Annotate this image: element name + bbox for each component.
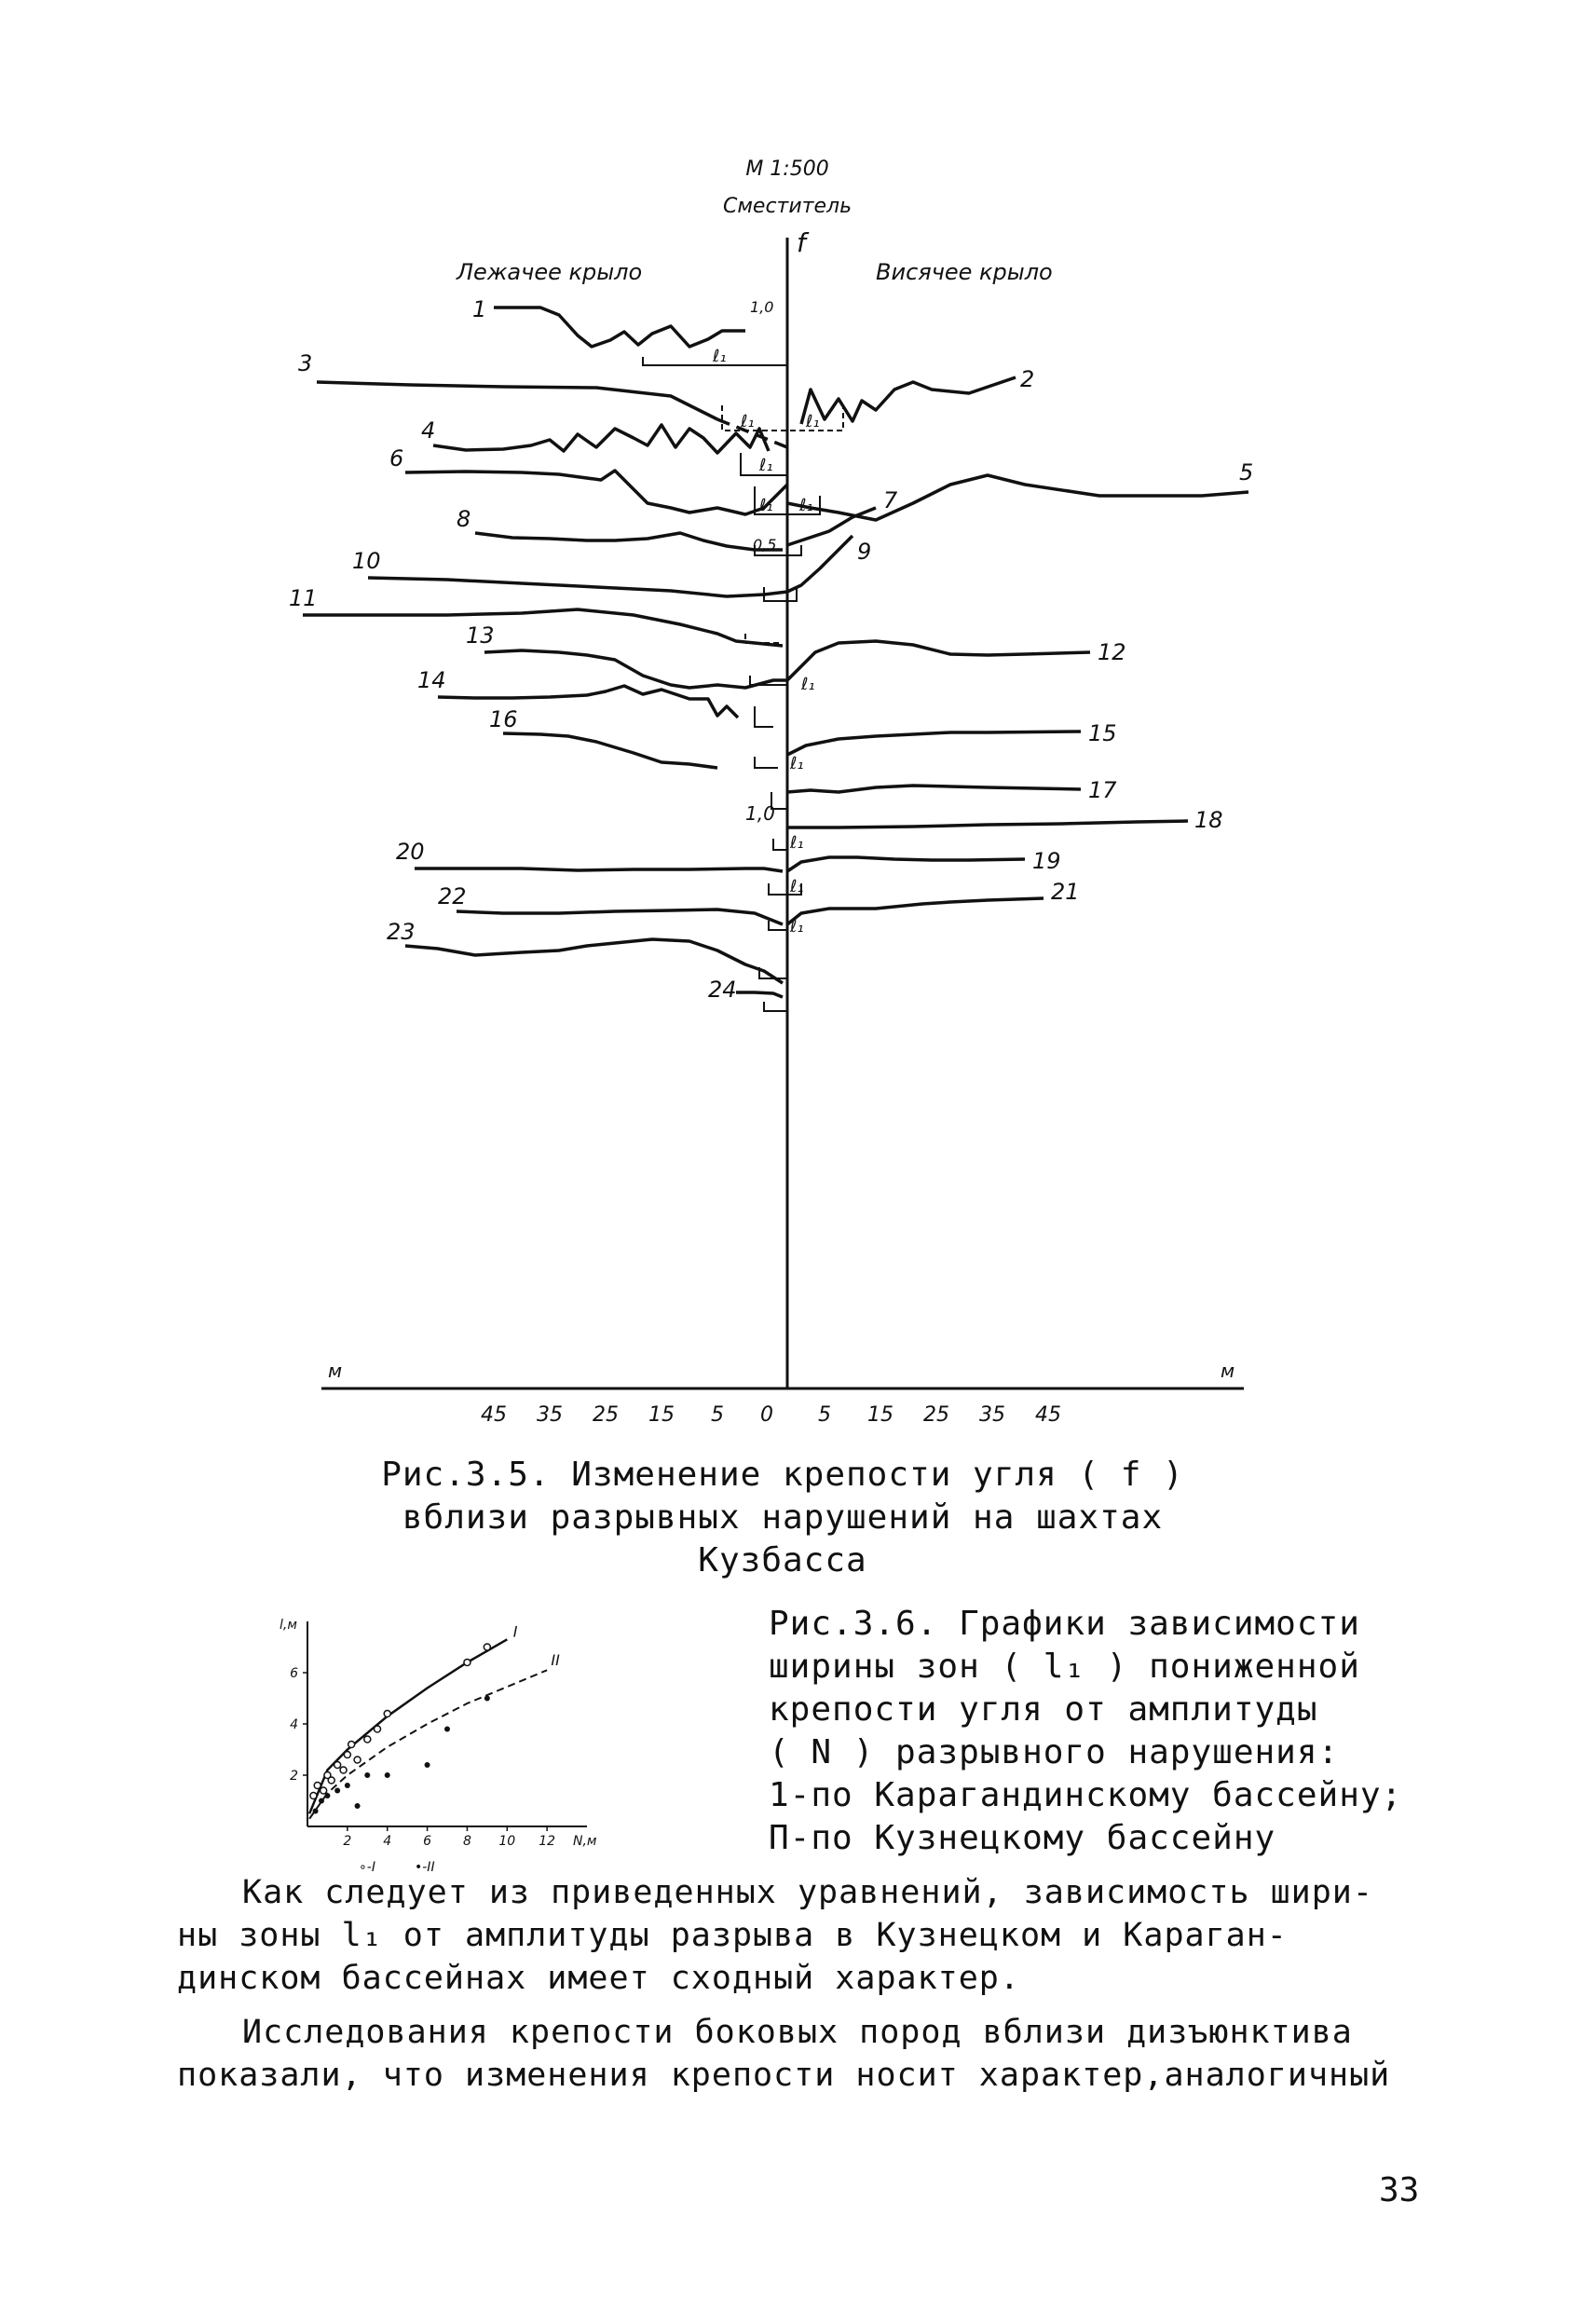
caption-line: вблизи разрывных нарушений на шахтах	[402, 1498, 1164, 1537]
curve-11	[303, 609, 783, 646]
curve-10	[368, 578, 787, 596]
page-number: 33	[1379, 2171, 1420, 2209]
caption-line: Рис.3.6. Графики зависимости	[769, 1605, 1360, 1643]
data-point-I	[364, 1736, 371, 1743]
zone-label: ℓ₁	[799, 496, 813, 515]
curve-label-8: 8	[457, 506, 471, 532]
axis-tick-labels	[481, 1403, 1061, 1427]
caption-line: 1-по Карагандинскому бассейну;	[769, 1776, 1403, 1814]
x-tick-label: 12	[539, 1834, 556, 1849]
figure-3-6-caption	[769, 1603, 1421, 1860]
curve-label-2: 2	[1020, 366, 1035, 392]
data-point-I	[384, 1711, 390, 1717]
curve-16	[503, 733, 717, 768]
zone-label: ℓ₁	[741, 412, 755, 431]
curve-label-15: 15	[1088, 720, 1117, 746]
figure-3-5	[280, 149, 1286, 1454]
data-point-II	[364, 1772, 370, 1778]
curve-label-19: 19	[1032, 848, 1061, 874]
body-paragraph	[177, 1871, 1416, 2000]
figure-3-6-chart	[275, 1593, 675, 1901]
curve-3	[317, 382, 717, 419]
curve-19	[787, 857, 1025, 871]
paragraph-line: показали, что изменения крепости носит характер,аналогичный	[177, 2057, 1391, 2094]
value-label-3: 1,0	[745, 802, 775, 825]
paragraph-line: динском бассейнах имеет сходный характер.	[177, 1960, 1020, 1997]
axis-unit-left: м	[328, 1360, 343, 1382]
data-point-I	[354, 1757, 361, 1763]
curve-label-21: 21	[1051, 879, 1080, 905]
x-tick-label: 2	[343, 1834, 352, 1849]
curve-2	[801, 377, 1016, 424]
zone-label: ℓ₁	[759, 456, 773, 475]
value-label-2: 0,5	[753, 536, 777, 554]
zone-label: ℓ₁	[713, 347, 727, 366]
legend-entry-II: •-II	[415, 1860, 435, 1875]
fit-curve-I	[309, 1639, 507, 1813]
curve-label-7: 7	[883, 487, 898, 513]
zone-label: ℓ₁	[790, 833, 804, 853]
zone-label: ℓ₁	[806, 412, 820, 431]
axis-tick-label: 35	[979, 1403, 1005, 1427]
caption-line: ( N ) разрывного нарушения:	[769, 1733, 1340, 1771]
axis-tick-label: 45	[481, 1403, 507, 1427]
curve-label-12: 12	[1098, 639, 1126, 665]
value-label-1: 1,0	[750, 298, 774, 316]
figure-3-5-caption	[280, 1454, 1286, 1582]
axis-tick-label: 35	[537, 1403, 563, 1427]
x-axis-label: N,м	[573, 1834, 597, 1849]
zone-labels	[712, 347, 820, 937]
curve-label-10: 10	[352, 548, 381, 574]
curve-1	[494, 308, 745, 347]
zone-label: ℓ₁	[790, 917, 804, 937]
axis-tick-label: 15	[648, 1403, 675, 1427]
curve-24	[736, 992, 783, 997]
y-tick-label: 2	[290, 1769, 298, 1784]
axis-tick-label: 0	[760, 1403, 773, 1427]
curve-label-18: 18	[1194, 807, 1223, 833]
fault-label: Сместитель	[722, 195, 853, 218]
curve-18	[787, 821, 1188, 827]
left-wing-label: Лежачее крыло	[457, 259, 643, 285]
caption-line: крепости угля от амплитуды	[769, 1690, 1318, 1729]
y-tick-label: 6	[290, 1666, 298, 1681]
zone-label: ℓ₁	[790, 877, 804, 896]
data-point-II	[355, 1803, 361, 1809]
curve-label-11: 11	[289, 585, 318, 611]
data-point-I	[464, 1660, 471, 1666]
body-paragraph	[177, 2011, 1416, 2097]
data-point-I	[334, 1762, 341, 1769]
axis-tick-label: 25	[593, 1403, 619, 1427]
data-point-II	[324, 1793, 330, 1798]
data-point-I	[310, 1793, 317, 1799]
x-tick-label: 4	[383, 1834, 392, 1849]
f-label: f	[797, 227, 806, 258]
curve-12	[787, 641, 1090, 680]
curve-8	[475, 533, 783, 550]
curve-5	[787, 475, 1248, 520]
data-point-II	[425, 1762, 430, 1768]
paragraph-line: ны зоны l₁ от амплитуды разрыва в Кузнецком и Караган-	[177, 1917, 1288, 1954]
caption-line: Рис.3.5. Изменение крепости угля ( f )	[381, 1456, 1184, 1494]
zone-label: ℓ₁	[759, 496, 773, 515]
curve-label-II: II	[551, 1650, 560, 1669]
x-tick-label: 10	[498, 1834, 516, 1849]
curve-13	[484, 650, 787, 688]
curve-4	[433, 425, 769, 453]
curve-label-16: 16	[489, 706, 518, 732]
axis-tick-label: 5	[818, 1403, 831, 1427]
axis-tick-label: 5	[711, 1403, 724, 1427]
data-point-I	[321, 1787, 327, 1794]
data-point-II	[484, 1696, 490, 1702]
data-point-II	[319, 1798, 324, 1804]
curve-label-23: 23	[387, 919, 416, 945]
data-point-II	[345, 1783, 350, 1788]
data-point-II	[444, 1727, 450, 1732]
curve-label-6: 6	[389, 445, 404, 472]
y-axis-label: l,м	[280, 1618, 297, 1633]
axis-unit-right: м	[1221, 1360, 1235, 1382]
data-point-I	[314, 1783, 321, 1789]
fit-curve-II	[309, 1670, 547, 1819]
caption-line: ширины зон ( l₁ ) пониженной	[769, 1648, 1360, 1686]
curve-label-I: I	[512, 1622, 518, 1641]
curve-label-3: 3	[298, 350, 313, 376]
curve-label-9: 9	[857, 539, 872, 565]
paragraph-line: Как следует из приведенных уравнений, зависимость шири-	[242, 1874, 1373, 1911]
curve-number-labels	[289, 296, 1253, 1003]
data-point-II	[334, 1788, 340, 1794]
curve-label-14: 14	[417, 667, 446, 693]
data-point-I	[328, 1777, 334, 1784]
x-tick-label: 8	[462, 1834, 471, 1849]
curve-label-13: 13	[466, 622, 495, 649]
curve-9	[787, 536, 853, 592]
zone-label: ℓ₁	[801, 675, 815, 694]
curve-label-24: 24	[708, 977, 737, 1003]
data-point-I	[484, 1644, 490, 1650]
data-point-I	[348, 1742, 355, 1748]
data-point-I	[340, 1767, 347, 1773]
data-point-I	[375, 1726, 381, 1732]
curve-17	[787, 786, 1081, 792]
curve-label-5: 5	[1239, 459, 1254, 485]
curve-label-17: 17	[1088, 777, 1117, 803]
data-point-I	[344, 1752, 350, 1758]
curve-15	[787, 732, 1081, 755]
data-point-II	[313, 1809, 319, 1814]
x-tick-label: 6	[423, 1834, 432, 1849]
axis-tick-label: 25	[923, 1403, 949, 1427]
curve-label-1: 1	[472, 296, 487, 322]
legend-entry-I: ∘-I	[359, 1860, 375, 1875]
axis-tick-label: 45	[1035, 1403, 1061, 1427]
curve-label-4: 4	[421, 417, 436, 444]
paragraph-line: Исследования крепости боковых пород вблизи дизъюнктива	[242, 2014, 1353, 2051]
curve-label-20: 20	[396, 839, 425, 865]
axis-tick-label: 15	[867, 1403, 893, 1427]
curve-14	[438, 686, 738, 718]
caption-line: Кузбасса	[698, 1541, 867, 1579]
curve-21	[787, 898, 1044, 924]
curve-label-22: 22	[438, 883, 467, 909]
scale-label: М 1:500	[745, 157, 829, 181]
curve-20	[415, 868, 783, 871]
zone-label: ℓ₁	[790, 754, 804, 773]
y-tick-label: 4	[290, 1717, 298, 1732]
curve-22	[457, 909, 783, 924]
caption-line: П-по Кузнецкому бассейну	[769, 1819, 1276, 1857]
right-wing-label: Висячее крыло	[876, 259, 1053, 285]
data-point-II	[385, 1772, 390, 1778]
